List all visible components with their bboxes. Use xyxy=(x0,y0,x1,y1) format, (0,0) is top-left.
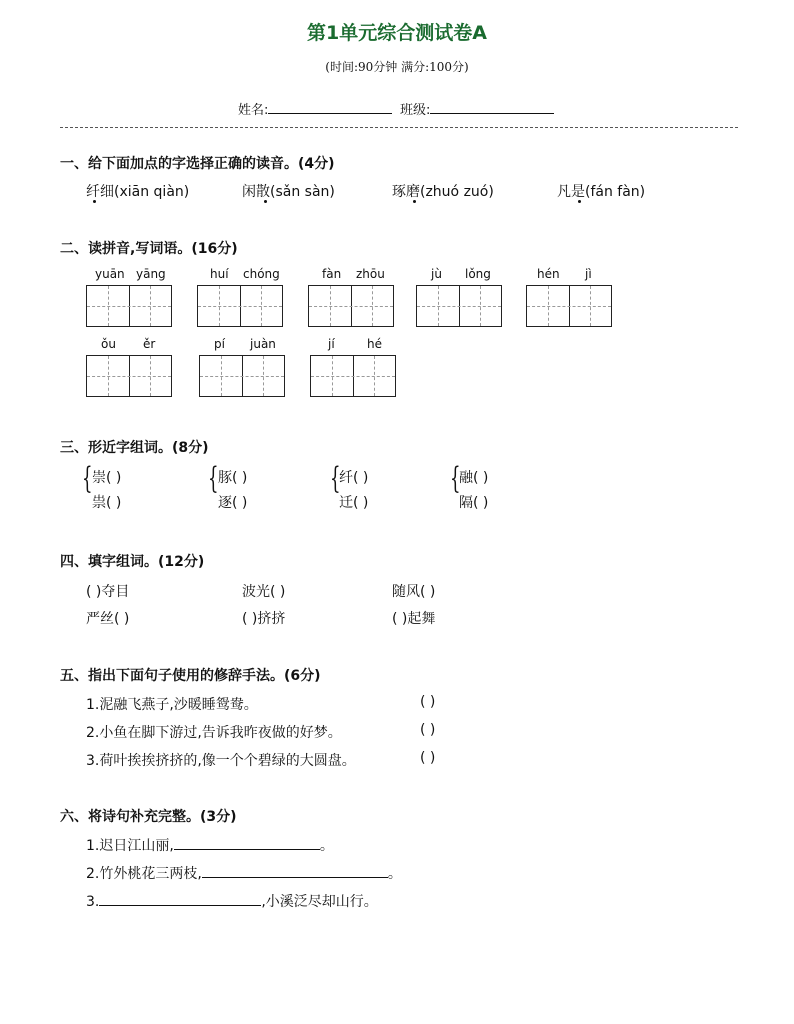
pinyin: juàn xyxy=(250,337,276,351)
page-title: 第1单元综合测试卷A xyxy=(307,22,487,44)
s6-text: 。 xyxy=(387,866,402,882)
s6-text: 2.竹外桃花三两枝, xyxy=(86,866,202,882)
section-1-heading: 一、给下面加点的字选择正确的读音。(4分) xyxy=(60,156,335,172)
writing-grid[interactable] xyxy=(416,285,502,327)
s6-line-2 xyxy=(86,863,402,883)
s6-text: ,小溪泛尽却山行。 xyxy=(261,894,378,910)
writing-grid[interactable] xyxy=(526,285,612,327)
brace: { xyxy=(330,461,341,496)
writing-grid[interactable] xyxy=(197,285,283,327)
emphasis-dot xyxy=(93,200,96,203)
pinyin: pí xyxy=(214,337,225,351)
pinyin: hén xyxy=(537,267,560,281)
pinyin: yuān xyxy=(95,267,125,281)
writing-grid[interactable] xyxy=(308,285,394,327)
class-blank[interactable] xyxy=(430,99,554,114)
s4-item: 随风( ) xyxy=(392,584,436,600)
name-label: 姓名: xyxy=(238,103,269,118)
name-field-row xyxy=(238,99,392,118)
s3-word: 融( ) xyxy=(459,470,489,486)
section-3-heading: 三、形近字组词。(8分) xyxy=(60,440,209,456)
brace: { xyxy=(82,461,93,496)
pinyin: jì xyxy=(585,267,592,281)
emphasis-dot xyxy=(413,200,416,203)
exam-info: (时间:90分钟 满分:100分) xyxy=(325,60,469,74)
s5-sentence: 3.荷叶挨挨挤挤的,像一个个碧绿的大圆盘。 xyxy=(86,753,356,769)
s3-word: 祟( ) xyxy=(92,495,122,511)
writing-grid[interactable] xyxy=(310,355,396,397)
brace: { xyxy=(208,461,219,496)
section-4-heading: 四、填字组词。(12分) xyxy=(60,554,205,570)
s1-item: 闲散(sǎn sàn) xyxy=(242,184,335,200)
answer-blank[interactable] xyxy=(202,863,388,878)
section-6-heading: 六、将诗句补充完整。(3分) xyxy=(60,809,237,825)
s3-word: 豚( ) xyxy=(218,470,248,486)
section-5-heading: 五、指出下面句子使用的修辞手法。(6分) xyxy=(60,668,321,684)
s6-text: 。 xyxy=(319,838,334,854)
s5-sentence: 2.小鱼在脚下游过,告诉我昨夜做的好梦。 xyxy=(86,725,342,741)
s5-answer[interactable]: ( ) xyxy=(420,722,436,738)
s3-word: 逐( ) xyxy=(218,495,248,511)
s6-line-3 xyxy=(86,891,378,911)
pinyin: jí xyxy=(328,337,335,351)
pinyin: yāng xyxy=(136,267,166,281)
pinyin: ěr xyxy=(143,337,156,351)
section-2-heading: 二、读拼音,写词语。(16分) xyxy=(60,241,238,257)
pinyin: lǒng xyxy=(465,267,491,281)
s5-answer[interactable]: ( ) xyxy=(420,694,436,710)
s1-item: 琢磨(zhuó zuó) xyxy=(392,184,494,200)
writing-grid[interactable] xyxy=(86,355,172,397)
divider xyxy=(60,127,738,128)
pinyin: zhōu xyxy=(356,267,385,281)
pinyin: chóng xyxy=(243,267,280,281)
s6-text: 1.迟日江山丽, xyxy=(86,838,174,854)
pinyin: jù xyxy=(431,267,442,281)
s1-item: 凡是(fán fàn) xyxy=(557,184,646,200)
pinyin: ǒu xyxy=(101,337,116,351)
answer-blank[interactable] xyxy=(174,835,320,850)
s3-word: 纤( ) xyxy=(339,470,369,486)
class-label: 班级: xyxy=(400,103,431,118)
s5-sentence: 1.泥融飞燕子,沙暖睡鸳鸯。 xyxy=(86,697,258,713)
name-blank[interactable] xyxy=(268,99,392,114)
s4-item: 严丝( ) xyxy=(86,611,130,627)
s3-word: 崇( ) xyxy=(92,470,122,486)
writing-grid[interactable] xyxy=(199,355,285,397)
s5-answer[interactable]: ( ) xyxy=(420,750,436,766)
pinyin: fàn xyxy=(322,267,342,281)
s4-item: ( )夺目 xyxy=(86,584,130,600)
brace: { xyxy=(450,461,461,496)
s4-item: ( )起舞 xyxy=(392,611,436,627)
writing-grid[interactable] xyxy=(86,285,172,327)
emphasis-dot xyxy=(264,200,267,203)
s6-text: 3. xyxy=(86,894,100,910)
pinyin: hé xyxy=(367,337,382,351)
emphasis-dot xyxy=(578,200,581,203)
s6-line-1 xyxy=(86,835,334,855)
s1-item: 纤细(xiān qiàn) xyxy=(86,184,190,200)
s4-item: ( )挤挤 xyxy=(242,611,286,627)
class-field-row xyxy=(400,99,554,118)
s3-word: 迁( ) xyxy=(339,495,369,511)
s4-item: 波光( ) xyxy=(242,584,286,600)
answer-blank[interactable] xyxy=(99,891,261,906)
s3-word: 隔( ) xyxy=(459,495,489,511)
pinyin: huí xyxy=(210,267,229,281)
